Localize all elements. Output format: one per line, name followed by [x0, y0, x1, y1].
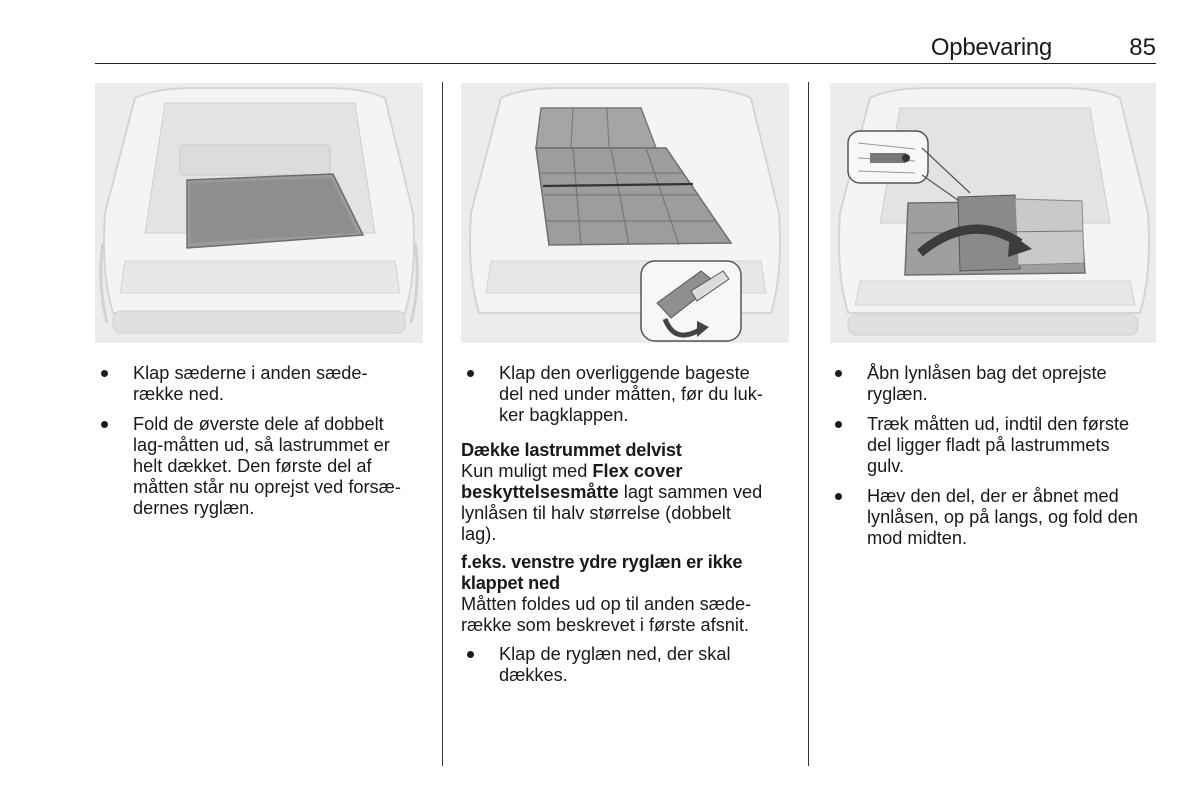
middle-bullet-list-2 [461, 644, 796, 686]
list-item: Klap de ryglæn ned, der skal dækkes. [461, 644, 796, 686]
sub-heading: f.eks. venstre ydre ryglæn er ikke klappet ned [461, 552, 743, 593]
column-divider-left [442, 82, 443, 766]
page-number: 85 [1129, 34, 1156, 61]
section-heading: Dække lastrummet delvist [461, 440, 682, 460]
list-item: Fold de øverste dele af dobbelt lag-måtten ud, så lastrummet er helt dækket. Den første del af måtten står nu oprejst ved forsæ- dernes ryglæn. [95, 414, 430, 519]
middle-column-text [461, 363, 796, 695]
middle-bullet-list [461, 363, 796, 426]
page-title: Opbevaring [930, 34, 1052, 61]
header-divider [95, 63, 1156, 64]
column-divider-right [808, 82, 809, 766]
list-item: Klap sæderne i anden sæde- række ned. [95, 363, 430, 405]
cargo-mat-unfolded-illustration [461, 83, 789, 343]
right-column-text [829, 363, 1164, 558]
sub-paragraph: Måtten foldes ud op til anden sæde- række som beskrevet i første afsnit. [461, 594, 752, 635]
section-paragraph: Kun muligt med Flex cover beskyttelsesmåtte lagt sammen ved lynlåsen til halv størrelse (dobbelt lag). [461, 461, 763, 544]
left-column-text [95, 363, 430, 528]
list-item: Træk måtten ud, indtil den første del ligger fladt på lastrummets gulv. [829, 414, 1164, 477]
list-item: Hæv den del, der er åbnet med lynlåsen, op på langs, og fold den mod midten. [829, 486, 1164, 549]
cargo-mat-folded-flat-illustration [95, 83, 423, 343]
list-item: Klap den overliggende bageste del ned under måtten, før du luk- ker bagklappen. [461, 363, 796, 426]
cargo-mat-zipper-fold-illustration [830, 83, 1156, 343]
right-bullet-list [829, 363, 1164, 549]
product-name: Flex cover beskyttelsesmåtte [461, 461, 683, 502]
list-item: Åbn lynlåsen bag det oprejste ryglæn. [829, 363, 1164, 405]
left-bullet-list [95, 363, 430, 519]
